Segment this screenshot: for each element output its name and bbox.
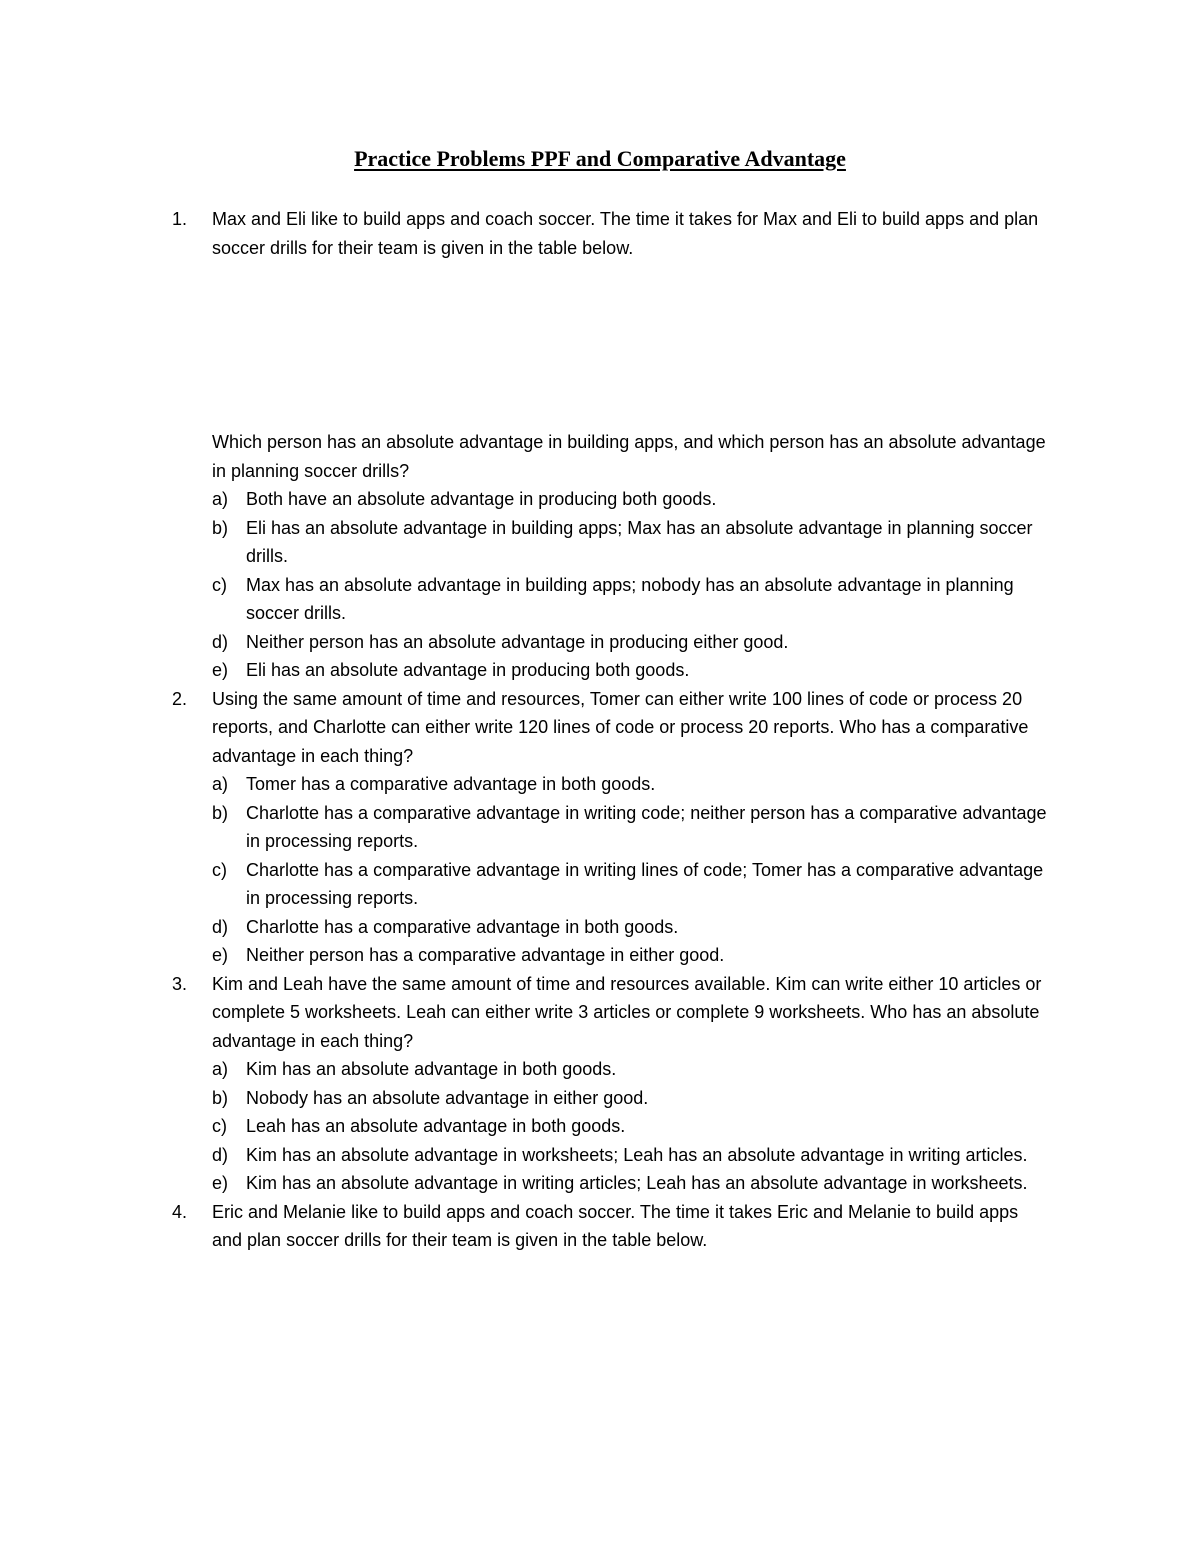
option-letter: a) <box>212 1059 229 1079</box>
answer-option <box>212 856 1052 913</box>
answer-option <box>212 1055 1052 1084</box>
answer-option <box>212 485 1052 514</box>
option-text: Leah has an absolute advantage in both goods. <box>246 1116 626 1136</box>
option-text: Max has an absolute advantage in building apps; nobody has an absolute advantage in planning soccer drills. <box>246 574 1014 623</box>
question-number: 3. <box>172 973 188 994</box>
option-text: Charlotte has a comparative advantage in writing lines of code; Tomer has a comparative advantage in processing reports. <box>246 859 1044 908</box>
question-prompt: Which person has an absolute advantage in building apps, and which person has an absolute advantage in planning soccer drills? <box>212 432 1046 481</box>
option-letter: c) <box>212 859 227 880</box>
option-letter: d) <box>212 916 229 937</box>
question-number: 4. <box>172 1201 188 1222</box>
option-letter: c) <box>212 574 227 595</box>
answer-option <box>212 1112 1052 1141</box>
answer-option <box>212 1169 1052 1198</box>
option-text: Neither person has an absolute advantage in producing either good. <box>246 631 789 652</box>
option-letter: b) <box>212 1087 229 1108</box>
option-text: Eli has an absolute advantage in building apps; Max has an absolute advantage in planning soccer drills. <box>246 517 1033 566</box>
answer-option <box>212 1141 1052 1170</box>
option-letter: b) <box>212 802 229 823</box>
question-list <box>0 205 1200 1255</box>
option-letter: d) <box>212 1144 229 1165</box>
answer-option <box>212 571 1052 628</box>
question-2 <box>0 685 1052 970</box>
option-text: Kim has an absolute advantage in writing articles; Leah has an absolute advantage in worksheets. <box>246 1173 1028 1193</box>
answer-option <box>212 1084 1052 1113</box>
option-text: Charlotte has a comparative advantage in both goods. <box>246 916 679 937</box>
question-number: 1. <box>172 209 188 229</box>
question-3 <box>0 970 1052 1198</box>
question-text: Kim and Leah have the same amount of time and resources available. Kim can write either 10 articles or complete 5 worksheets. Leah can either write 3 articles or complete 9 worksheets. Who has an absolute advantage in each thing? <box>212 973 1042 1051</box>
option-letter: b) <box>212 517 229 538</box>
option-letter: e) <box>212 1173 229 1193</box>
option-text: Neither person has a comparative advantage in either good. <box>246 945 725 965</box>
answer-option <box>212 514 1052 571</box>
option-letter: d) <box>212 631 229 652</box>
option-text: Both have an absolute advantage in producing both goods. <box>246 489 717 509</box>
answer-option <box>212 770 1052 799</box>
answer-option <box>212 799 1052 856</box>
question-text: Max and Eli like to build apps and coach soccer. The time it takes for Max and Eli to build apps and plan soccer drills for their team is given in the table below. <box>212 209 1039 258</box>
option-text: Kim has an absolute advantage in both goods. <box>246 1059 617 1079</box>
question-4 <box>0 1198 1052 1255</box>
answer-option <box>212 656 1052 685</box>
answer-option <box>212 941 1052 970</box>
answer-option <box>212 628 1052 657</box>
option-letter: a) <box>212 489 229 509</box>
option-text: Kim has an absolute advantage in worksheets; Leah has an absolute advantage in writing articles. <box>246 1144 1028 1165</box>
page-title: Practice Problems PPF and Comparative Advantage <box>354 146 846 171</box>
question-text: Using the same amount of time and resources, Tomer can either write 100 lines of code or process 20 reports, and Charlotte can either write 120 lines of code or process 20 reports. Who has a comparative advantage in each thing? <box>212 688 1029 766</box>
option-text: Eli has an absolute advantage in producing both goods. <box>246 660 690 680</box>
answer-option <box>212 913 1052 942</box>
question-text: Eric and Melanie like to build apps and coach soccer. The time it takes Eric and Melanie to build apps and plan soccer drills for their team is given in the table below. <box>212 1201 1019 1250</box>
option-letter: e) <box>212 660 229 680</box>
table-placeholder-space <box>212 262 1052 428</box>
question-1 <box>0 205 1052 685</box>
question-number: 2. <box>172 688 188 709</box>
option-letter: c) <box>212 1116 227 1136</box>
option-letter: e) <box>212 945 229 965</box>
option-text: Nobody has an absolute advantage in either good. <box>246 1087 649 1108</box>
option-text: Charlotte has a comparative advantage in writing code; neither person has a comparative advantage in processing reports. <box>246 802 1047 851</box>
option-letter: a) <box>212 774 229 794</box>
option-text: Tomer has a comparative advantage in both goods. <box>246 774 656 794</box>
